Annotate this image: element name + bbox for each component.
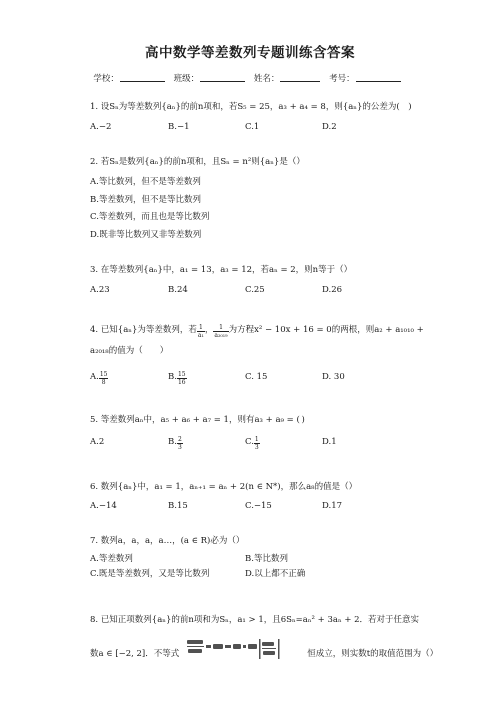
exam-no-blank[interactable]	[356, 81, 401, 82]
option[interactable]: A.等比数列，但不是等差数列	[90, 177, 201, 187]
option[interactable]: A.−2	[90, 122, 112, 132]
option[interactable]: D.既非等比数列又非等差数列	[90, 230, 202, 240]
question-5-stem: 5. 等差数列aₙ中，a₅ + a₆ + a₇ = 1，则有a₃ + a₉ = ( )	[90, 415, 305, 425]
option[interactable]: B.15	[168, 501, 188, 511]
option[interactable]: A.−14	[90, 501, 117, 511]
q4-fraction-1: $\frac{1}{\text{a₁}}$	[197, 324, 204, 339]
question-4-stem: 4. 已知{aₙ}为等差数列，若 $\frac{1}{\text{a₁}}$ ， $\frac{1}{\text{a₂₀₁₉}}$ 为方程x² − 10x + 16 = 0的两根，则a₂ + a₁₀₁₀ +	[90, 324, 424, 339]
option[interactable]: D. 30	[322, 372, 345, 382]
class-label: 班级：	[173, 74, 200, 84]
option[interactable]: A.23	[90, 285, 110, 295]
option[interactable]: B.等比数列	[245, 554, 288, 564]
option[interactable]: B.24	[168, 285, 188, 295]
q4-stem-post: 为方程x² − 10x + 16 = 0的两根，则a₂ + a₁₀₁₀ +	[228, 325, 424, 335]
question-8-stem: 8. 已知正项数列{aₙ}的前n项和为Sₙ，a₁ > 1，且6Sₙ=aₙ² + 3aₙ + 2．若对于任意实	[90, 615, 420, 625]
option[interactable]: C.1	[245, 122, 260, 132]
question-3-stem: 3. 在等差数列{aₙ}中，a₁ = 13，a₃ = 12，若aₙ = 2，则n等于（）	[90, 265, 353, 275]
option[interactable]: C.既是等差数列，又是等比数列	[90, 569, 210, 579]
option[interactable]: C.25	[245, 285, 265, 295]
school-blank[interactable]	[120, 81, 165, 82]
option[interactable]: C. 15	[245, 372, 268, 382]
option[interactable]: B.等差数列，但不是等比数列	[90, 195, 201, 205]
option[interactable]: D.2	[322, 122, 337, 132]
option[interactable]: D.以上都不正确	[245, 569, 306, 579]
q8-stem-line2-post: 恒成立，则实数t的取值范围为（）	[307, 649, 439, 659]
q4-stem-pre: 4. 已知{aₙ}为等差数列，若	[90, 325, 197, 335]
option[interactable]: A.等差数列	[90, 554, 133, 564]
inequality-formula-image	[185, 637, 287, 663]
option[interactable]: D.1	[322, 437, 337, 447]
page-title: 高中数学等差数列专题训练含答案	[145, 45, 355, 61]
q8-stem-line2-pre: 数a ∈ [−2, 2]．不等式	[90, 649, 180, 659]
option[interactable]: C.−15	[245, 501, 272, 511]
class-blank[interactable]	[200, 81, 245, 82]
option[interactable]: A. $\frac{15}{8}$	[90, 371, 108, 386]
name-blank[interactable]	[280, 81, 320, 82]
question-2-stem: 2. 若Sₙ是数列{aₙ}的前n项和，且Sₙ = n²则{aₙ}是（）	[90, 157, 305, 167]
option[interactable]: C.等差数列，而且也是等比数列	[90, 212, 210, 222]
school-label: 学校：	[93, 74, 119, 84]
option[interactable]: D.26	[322, 285, 343, 295]
option[interactable]: B.−1	[168, 122, 190, 132]
student-info-line	[0, 72, 500, 84]
option[interactable]: C. $\frac{1}{3}$	[245, 436, 259, 451]
option[interactable]: D.17	[322, 501, 343, 511]
q4-fraction-2: $\frac{1}{\text{a₂₀₁₉}}$	[214, 324, 228, 339]
question-4-stem-line2: a₂₀₁₈的值为（ ）	[90, 346, 169, 356]
question-1-stem: 1. 设Sₙ为等差数列{aₙ}的前n项和，若S₅ = 25，a₃ + a₄ = 8，则{aₙ}的公差为( )	[90, 102, 412, 112]
name-label: 姓名：	[253, 74, 280, 84]
option[interactable]: B. $\frac{15}{16}$	[168, 371, 186, 386]
option[interactable]: A.2	[90, 437, 105, 447]
question-6-stem: 6. 数列{aₙ}中，a₁ = 1，aₙ₊₁ = aₙ + 2(n ∈ N*)，那么a₈的值是（）	[90, 482, 358, 492]
exam-no-label: 考号：	[329, 74, 355, 84]
question-7-stem: 7. 数列a，a，a，a…，(a ∈ R)必为（）	[90, 536, 245, 546]
option[interactable]: B. $\frac{2}{3}$	[168, 436, 182, 451]
